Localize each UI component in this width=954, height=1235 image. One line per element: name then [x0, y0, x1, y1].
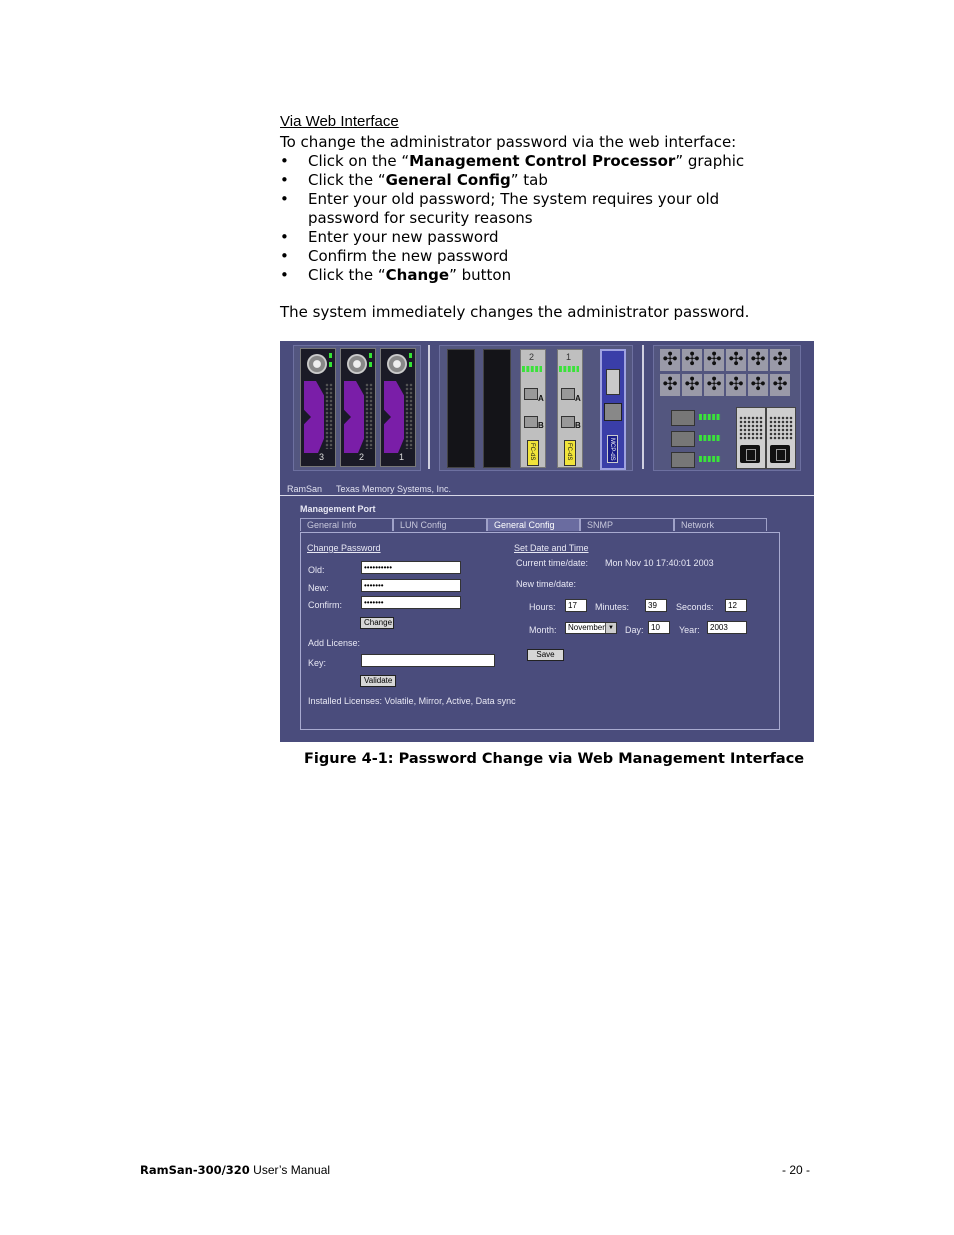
fan-icon: ✣: [704, 374, 724, 396]
confirm-password-field[interactable]: •••••••: [361, 596, 461, 609]
drive-led: [409, 362, 412, 367]
month-label: Month:: [529, 625, 557, 635]
drive-vent: [325, 383, 333, 449]
fc-card-2[interactable]: [520, 349, 546, 468]
result-text: The system immediately changes the administrator password.: [280, 303, 750, 321]
fan-icon: ✣: [726, 349, 746, 371]
divider: [642, 345, 644, 469]
serial-port-icon: [606, 369, 620, 395]
fan-icon: ✣: [748, 349, 768, 371]
general-config-content: [300, 532, 780, 730]
fan-icon: ✣: [704, 349, 724, 371]
management-panel: [280, 497, 814, 742]
drive-led: [329, 362, 332, 367]
card-label: FC-dS: [527, 440, 539, 466]
power-supply[interactable]: [766, 407, 796, 469]
card-leds: [559, 366, 579, 372]
card-label: FC-dS: [564, 440, 576, 466]
fan-icon: ✣: [682, 349, 702, 371]
blank-slot: [483, 349, 511, 468]
battery-module: [671, 452, 695, 468]
seconds-label: Seconds:: [676, 602, 714, 612]
mcp-label: MCP-dS: [607, 435, 618, 463]
product-name: RamSan: [287, 484, 323, 494]
day-label: Day:: [625, 625, 644, 635]
fan-icon: ✣: [770, 349, 790, 371]
port-label: B: [575, 421, 581, 430]
drive-number: 3: [319, 452, 325, 462]
drive-knob-icon: [347, 354, 367, 374]
list-item: • Click the “General Config” tab: [280, 171, 780, 190]
psu-grille: [769, 416, 793, 440]
fc-port-b[interactable]: [561, 416, 575, 428]
fan-icon: ✣: [660, 374, 680, 396]
drive-number: 2: [359, 452, 365, 462]
hours-label: Hours:: [529, 602, 556, 612]
power-socket-icon: [770, 445, 790, 463]
fc-card-1[interactable]: [557, 349, 583, 468]
power-socket-icon: [740, 445, 760, 463]
psu-grille: [739, 416, 763, 440]
fan-grid: [660, 349, 790, 396]
drive-led: [369, 362, 372, 367]
fan-icon: ✣: [660, 349, 680, 371]
battery-leds: [699, 414, 721, 420]
fc-port-a[interactable]: [561, 388, 575, 400]
battery-leds: [699, 456, 721, 462]
fc-port-a[interactable]: [524, 388, 538, 400]
drive-1[interactable]: [380, 348, 416, 467]
list-item: • Click on the “Management Control Processor” graphic: [280, 152, 780, 171]
drive-bay-panel[interactable]: [293, 345, 421, 471]
battery-module: [671, 431, 695, 447]
card-number: 1: [566, 352, 572, 362]
drive-handle: [304, 381, 324, 453]
current-time-value: Mon Nov 10 17:40:01 2003: [605, 558, 714, 568]
intro-text: To change the administrator password via the web interface:: [280, 133, 737, 151]
drive-vent: [405, 383, 413, 449]
blank-slot: [447, 349, 475, 468]
tab-snmp[interactable]: SNMP: [580, 518, 674, 531]
minutes-label: Minutes:: [595, 602, 630, 612]
list-item: • Enter your new password: [280, 228, 780, 247]
drive-knob-icon: [307, 354, 327, 374]
panel-title: Management Port: [300, 504, 376, 514]
fan-icon: ✣: [726, 374, 746, 396]
new-password-label: New:: [308, 583, 329, 593]
month-select[interactable]: November ▼: [565, 622, 617, 634]
fan-icon: ✣: [748, 374, 768, 396]
drive-knob-icon: [387, 354, 407, 374]
hardware-graphic: [280, 341, 814, 482]
day-field[interactable]: 10: [648, 621, 670, 634]
seconds-field[interactable]: 12: [725, 599, 747, 612]
hours-field[interactable]: 17: [565, 599, 587, 612]
fan-icon: ✣: [770, 374, 790, 396]
port-label: B: [538, 421, 544, 430]
card-chassis: [439, 345, 633, 471]
drive-3[interactable]: [300, 348, 336, 467]
drive-handle: [384, 381, 404, 453]
installed-licenses: Installed Licenses: Volatile, Mirror, Active, Data sync: [308, 696, 516, 706]
license-key-field[interactable]: [361, 654, 495, 667]
change-password-heading: Change Password: [307, 543, 381, 553]
old-password-label: Old:: [308, 565, 325, 575]
confirm-password-label: Confirm:: [308, 600, 343, 610]
page-number: - 20 -: [782, 1163, 811, 1177]
drive-handle: [344, 381, 364, 453]
vendor-name: Texas Memory Systems, Inc.: [336, 484, 452, 494]
new-password-field[interactable]: •••••••: [361, 579, 461, 592]
tab-general-info[interactable]: General Info: [300, 518, 393, 531]
port-label: A: [538, 394, 544, 403]
drive-vent: [365, 383, 373, 449]
list-item: • Click the “Change” button: [280, 266, 780, 285]
fc-port-b[interactable]: [524, 416, 538, 428]
web-interface-screenshot: [280, 341, 814, 742]
validate-button[interactable]: Validate: [360, 675, 396, 687]
drive-led: [409, 353, 412, 358]
fan-icon: ✣: [682, 374, 702, 396]
tab-general-config[interactable]: General Config: [487, 518, 580, 531]
management-control-processor[interactable]: [600, 349, 626, 470]
set-date-time-heading: Set Date and Time: [514, 543, 589, 553]
ethernet-port-icon: [604, 403, 622, 421]
drive-led: [369, 353, 372, 358]
list-item: • Enter your old password; The system requires your old password for security reasons: [280, 190, 780, 228]
divider: [428, 345, 430, 469]
battery-leds: [699, 435, 721, 441]
footer-title: RamSan-300/320 User’s Manual: [140, 1163, 331, 1177]
add-license-label: Add License:: [308, 638, 361, 648]
year-field[interactable]: 2003: [707, 621, 747, 634]
current-time-label: Current time/date:: [516, 558, 589, 568]
chevron-down-icon[interactable]: ▼: [605, 623, 616, 633]
drive-2[interactable]: [340, 348, 376, 467]
drive-number: 1: [399, 452, 405, 462]
tab-network[interactable]: Network: [674, 518, 767, 531]
figure-caption: Figure 4-1: Password Change via Web Management Interface: [304, 751, 805, 767]
key-label: Key:: [308, 658, 327, 668]
drive-led: [329, 353, 332, 358]
power-supply[interactable]: [736, 407, 766, 469]
battery-module: [671, 410, 695, 426]
fan-psu-panel: [653, 345, 801, 471]
year-label: Year:: [679, 625, 700, 635]
change-button[interactable]: Change: [360, 617, 394, 629]
instruction-list: [280, 152, 780, 285]
list-item: • Confirm the new password: [280, 247, 780, 266]
minutes-field[interactable]: 39: [645, 599, 667, 612]
section-heading: Via Web Interface: [280, 113, 399, 130]
status-line: [280, 484, 814, 496]
old-password-field[interactable]: ••••••••••: [361, 561, 461, 574]
card-leds: [522, 366, 542, 372]
save-button[interactable]: Save: [527, 649, 564, 661]
new-time-label: New time/date:: [516, 579, 577, 589]
card-number: 2: [529, 352, 535, 362]
tab-lun-config[interactable]: LUN Config: [393, 518, 487, 531]
port-label: A: [575, 394, 581, 403]
